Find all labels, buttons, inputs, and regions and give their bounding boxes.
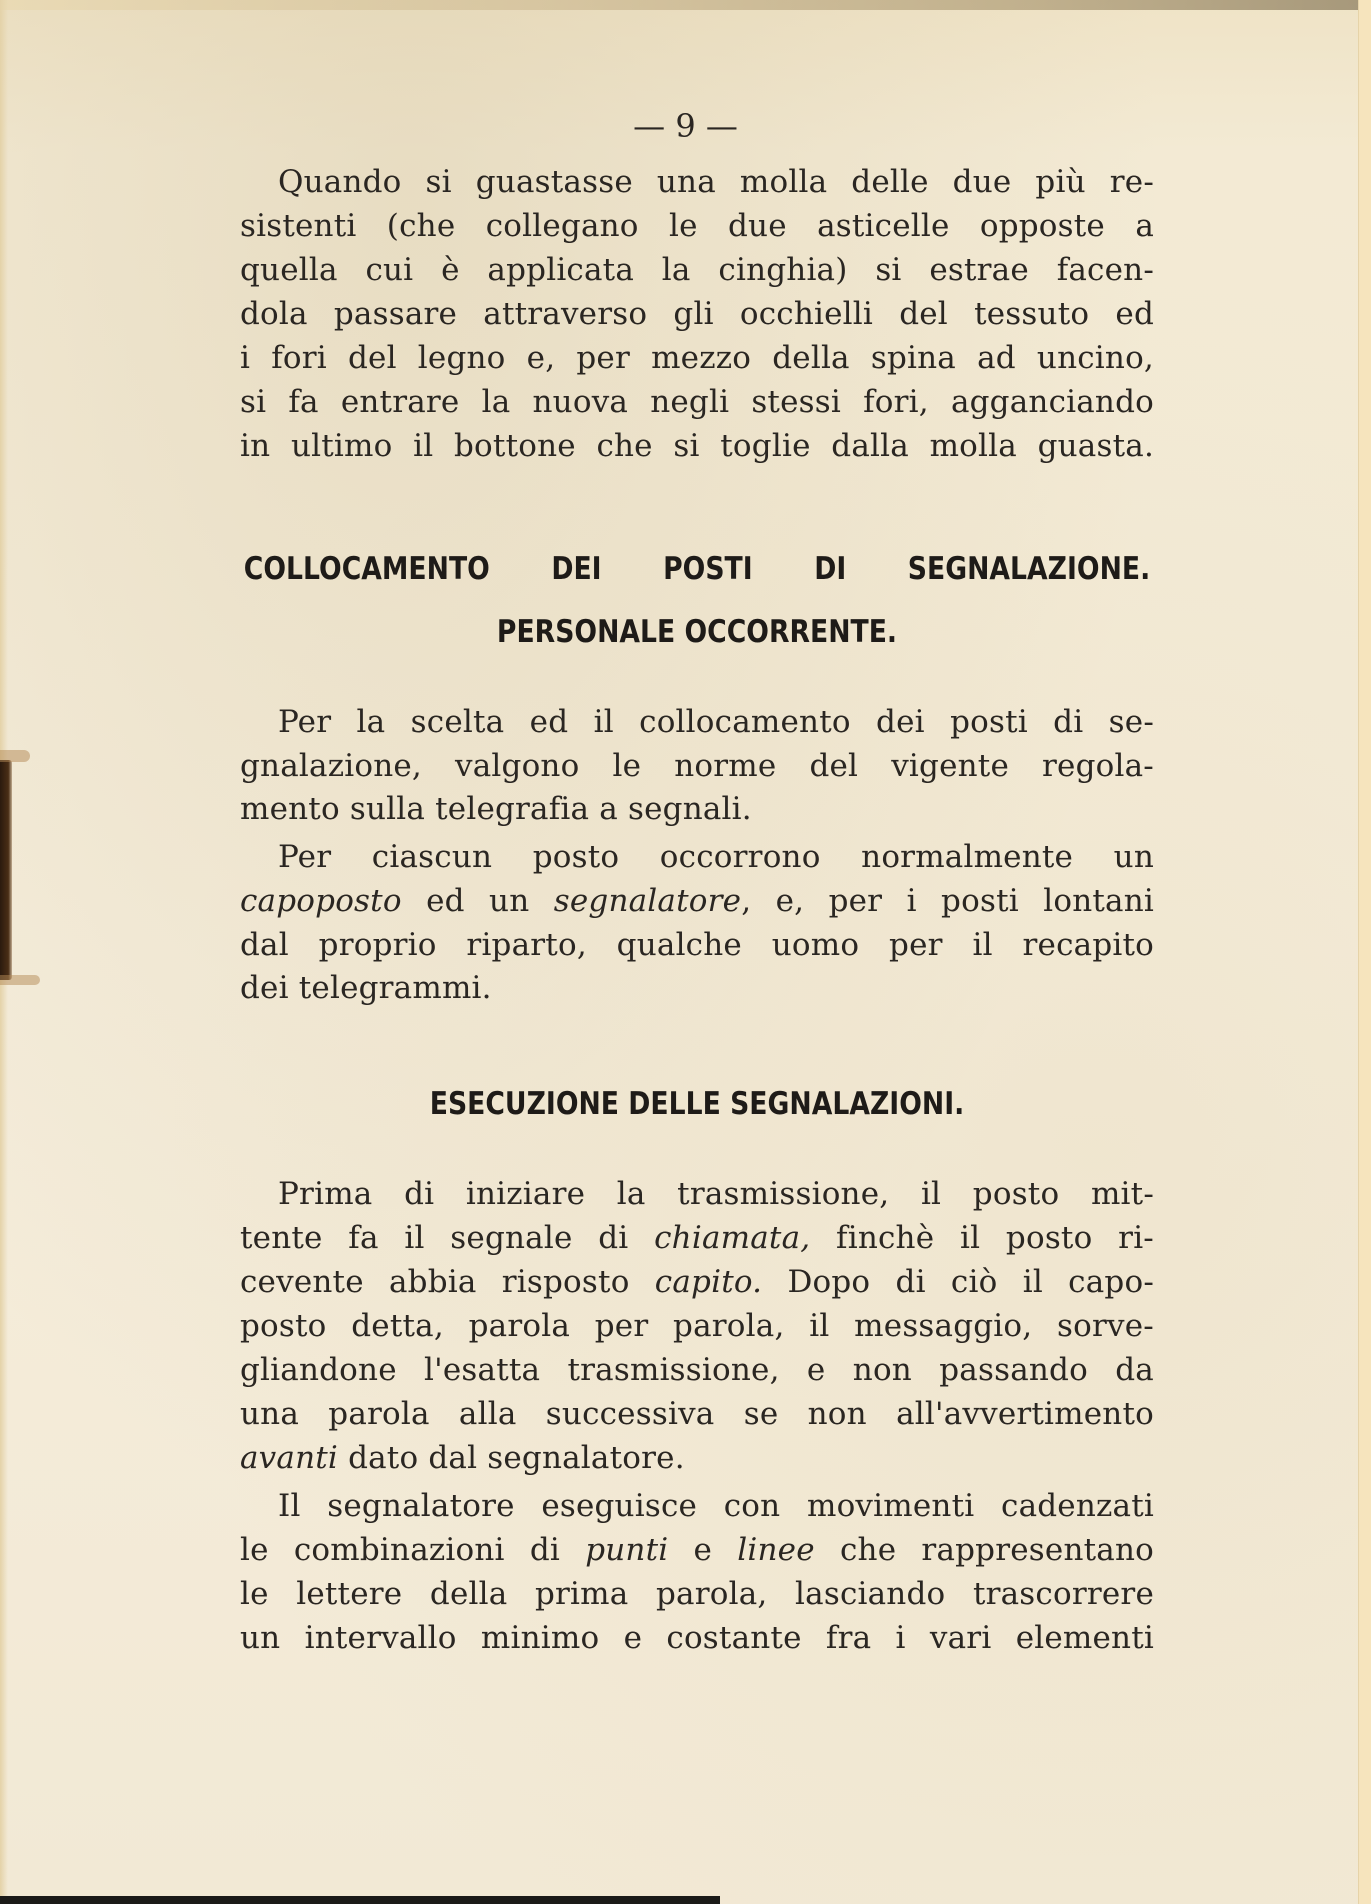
text-line: sistenti (che collegano le due asticelle opposte a	[240, 208, 1154, 244]
text-line: posto detta, parola per parola, il messaggio, sorve-	[240, 1308, 1154, 1344]
page-number: — 9 —	[633, 107, 738, 145]
text-line	[240, 1438, 1154, 1478]
text-span: Dopo di ciò il capo-	[762, 1264, 1154, 1300]
binding-stain-bottom	[0, 975, 40, 985]
text-line	[240, 1218, 1154, 1258]
text-line: Prima di iniziare la trasmissione, il posto mit-	[278, 1176, 1154, 1212]
text-line	[240, 1262, 1154, 1302]
text-line: dola passare attraverso gli occhielli del tessuto ed	[240, 296, 1154, 332]
binding-stain-top	[0, 750, 30, 762]
section-subheading-personale: PERSONALE OCCORRENTE.	[496, 614, 898, 650]
text-line: in ultimo il bottone che si toglie dalla molla guasta.	[240, 428, 1154, 464]
text-span: ed un	[401, 883, 554, 919]
section-heading-esecuzione: ESECUZIONE DELLE SEGNALAZIONI.	[429, 1086, 965, 1122]
text-line: un intervallo minimo e costante fra i vari elementi	[240, 1620, 1154, 1656]
page-bottom-shadow	[0, 1896, 720, 1904]
text-span: finchè il posto ri-	[810, 1220, 1154, 1256]
text-line: una parola alla successiva se non all'avvertimento	[240, 1396, 1154, 1432]
text-line: gnalazione, valgono le norme del vigente regola-	[240, 748, 1154, 784]
text-span: che rappresentano	[814, 1532, 1154, 1568]
binding-stitch-mark	[0, 760, 12, 980]
text-line: quella cui è applicata la cinghia) si estrae facen-	[240, 252, 1154, 288]
italic-term: segnalatore	[553, 883, 742, 919]
text-line: gliandone l'esatta trasmissione, e non passando da	[240, 1352, 1154, 1388]
text-span: le combinazioni di	[240, 1532, 586, 1568]
text-line: Quando si guastasse una molla delle due più re-	[278, 164, 1154, 200]
italic-term: punti	[585, 1532, 669, 1568]
text-span: dato dal segnalatore.	[338, 1440, 685, 1476]
italic-term: capoposto	[240, 883, 402, 919]
text-line: dal proprio riparto, qualche uomo per il recapito	[240, 927, 1154, 963]
italic-term: linee	[737, 1532, 815, 1568]
text-line	[240, 881, 1154, 921]
text-line: Per la scelta ed il collocamento dei posti di se-	[278, 704, 1154, 740]
text-line: si fa entrare la nuova negli stessi fori, agganciando	[240, 384, 1154, 420]
text-span: cevente abbia risposto	[240, 1264, 655, 1300]
text-line: i fori del legno e, per mezzo della spina ad uncino,	[240, 340, 1154, 376]
text-line: le lettere della prima parola, lasciando trascorrere	[240, 1576, 1154, 1612]
text-line: mento sulla telegrafia a segnali.	[240, 791, 752, 827]
text-line: dei telegrammi.	[240, 970, 492, 1006]
page-top-edge	[0, 0, 1371, 10]
text-line: Il segnalatore eseguisce con movimenti cadenzati	[278, 1488, 1154, 1524]
text-line	[240, 1530, 1154, 1570]
text-line: Per ciascun posto occorrono normalmente un	[278, 839, 1154, 875]
italic-term: avanti	[240, 1440, 339, 1476]
section-heading-collocamento: COLLOCAMENTO DEI POSTI DI SEGNALAZIONE.	[243, 551, 1151, 587]
page-right-edge	[1358, 0, 1371, 1904]
italic-term: chiamata,	[654, 1220, 811, 1256]
italic-term: capito.	[654, 1264, 763, 1300]
text-span: tente fa il segnale di	[240, 1220, 655, 1256]
text-span: e	[668, 1532, 738, 1568]
text-span: , e, per i posti lontani	[741, 883, 1154, 919]
